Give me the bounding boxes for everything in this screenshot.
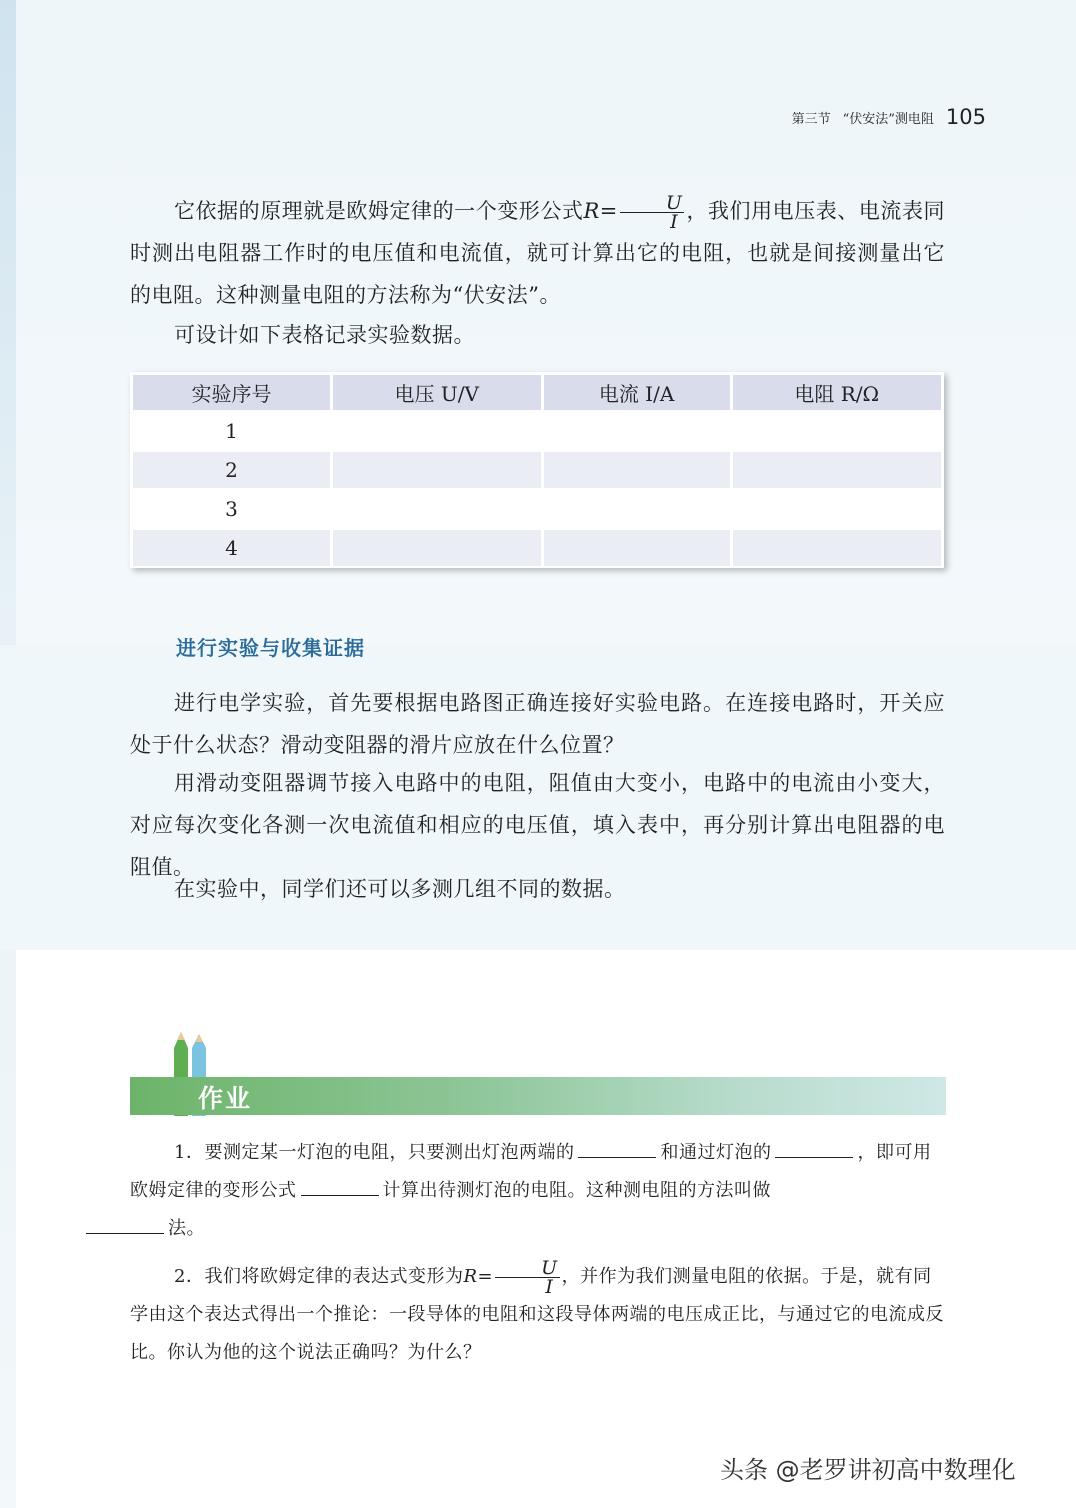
experiment-paragraph-1: 进行电学实验，首先要根据电路图正确连接好实验电路。在连接电路时，开关应处于什么状态？滑动变阻器的滑片应放在什么位置？ — [130, 691, 945, 757]
formula-fraction — [620, 194, 685, 231]
table-cell: 2 — [133, 452, 330, 488]
homework-label: 作业 — [198, 1084, 253, 1113]
answer-blank[interactable] — [301, 1173, 379, 1196]
q2-formula-r: R — [463, 1266, 478, 1287]
q1-text: 和通过灯泡的 — [660, 1142, 772, 1163]
table-cell — [333, 491, 541, 527]
section-heading: 进行实验与收集证据 — [176, 636, 365, 660]
q1-text: 计算出待测灯泡的电阻。这种测电阻的方法叫做 — [382, 1180, 771, 1201]
table-cell — [333, 452, 541, 488]
table-intro: 可设计如下表格记录实验数据。 — [174, 323, 475, 347]
q1-text: 法。 — [168, 1218, 205, 1239]
table-header-cell: 实验序号 — [133, 375, 330, 410]
q2-text: ，并作为我们测量电阻的依据。于是，就有同学由这个表达式得出一个推论：一段导体的电阻和这段导体两端的电压成正比，与通过它的电流成反比。你认为他的这个说法正确吗？为什么？ — [130, 1266, 944, 1363]
q2-formula-denominator: I — [545, 1275, 554, 1298]
q2-formula-equals: = — [477, 1266, 494, 1287]
experiment-paragraph-3: 在实验中，同学们还可以多测几组不同的数据。 — [174, 877, 626, 901]
table-header-cell: 电阻 R/Ω — [733, 375, 941, 410]
table-row — [133, 413, 941, 449]
q2-formula-numerator: U — [495, 1259, 560, 1278]
formula-numerator: U — [620, 194, 685, 213]
table-header-cell: 电压 U/V — [333, 375, 541, 410]
table-row — [133, 530, 941, 566]
table-cell — [733, 452, 941, 488]
table-cell: 3 — [133, 491, 330, 527]
answer-blank[interactable] — [578, 1135, 656, 1158]
table-header-row — [133, 375, 941, 410]
table-header-cell: 电流 I/A — [544, 375, 730, 410]
running-header — [724, 102, 986, 132]
q1-text: 1．要测定某一灯泡的电阻，只要测出灯泡两端的 — [174, 1142, 575, 1163]
homework-question-2 — [130, 1258, 945, 1372]
answer-blank[interactable] — [86, 1211, 164, 1234]
formula-r: R — [583, 199, 600, 223]
table-cell — [733, 413, 941, 449]
table-row — [133, 452, 941, 488]
table-cell — [333, 530, 541, 566]
table-cell — [544, 491, 730, 527]
table-cell: 1 — [133, 413, 330, 449]
table-cell — [733, 530, 941, 566]
table-cell — [333, 413, 541, 449]
answer-blank[interactable] — [775, 1135, 853, 1158]
table-cell — [544, 530, 730, 566]
table-cell: 4 — [133, 530, 330, 566]
page-number: 105 — [945, 105, 986, 129]
homework-question-1 — [130, 1134, 945, 1248]
formula-equals: = — [599, 199, 618, 223]
intro-text-after: ，我们用电压表、电流表同时测出电阻器工作时的电压值和电流值，就可计算出它的电阻，也就是间接测量出它的电阻。这种测量电阻的方法称为“伏安法”。 — [130, 199, 946, 307]
experiment-paragraph-2: 用滑动变阻器调节接入电路中的电阻，阻值由大变小，电路中的电流由小变大，对应每次变化各测一次电流值和相应的电压值，填入表中，再分别计算出电阻器的电阻值。 — [130, 771, 945, 879]
table-cell — [733, 491, 941, 527]
header-title: “伏安法”测电阻 — [842, 111, 934, 127]
table-cell — [544, 413, 730, 449]
intro-text-before: 它依据的原理就是欧姆定律的一个变形公式 — [174, 199, 584, 223]
q1-text: ，即可用欧姆定律的变形公式 — [130, 1142, 932, 1201]
q2-formula-fraction — [495, 1256, 560, 1298]
table-cell — [544, 452, 730, 488]
intro-paragraph — [130, 190, 945, 316]
table-row — [133, 491, 941, 527]
data-table — [130, 372, 944, 568]
watermark: 头条 @老罗讲初高中数理化 — [720, 1456, 1016, 1484]
formula-denominator: I — [670, 211, 679, 233]
header-section: 第三节 — [791, 111, 831, 127]
homework-banner — [130, 1077, 946, 1115]
q2-text: 2．我们将欧姆定律的表达式变形为 — [174, 1266, 464, 1287]
